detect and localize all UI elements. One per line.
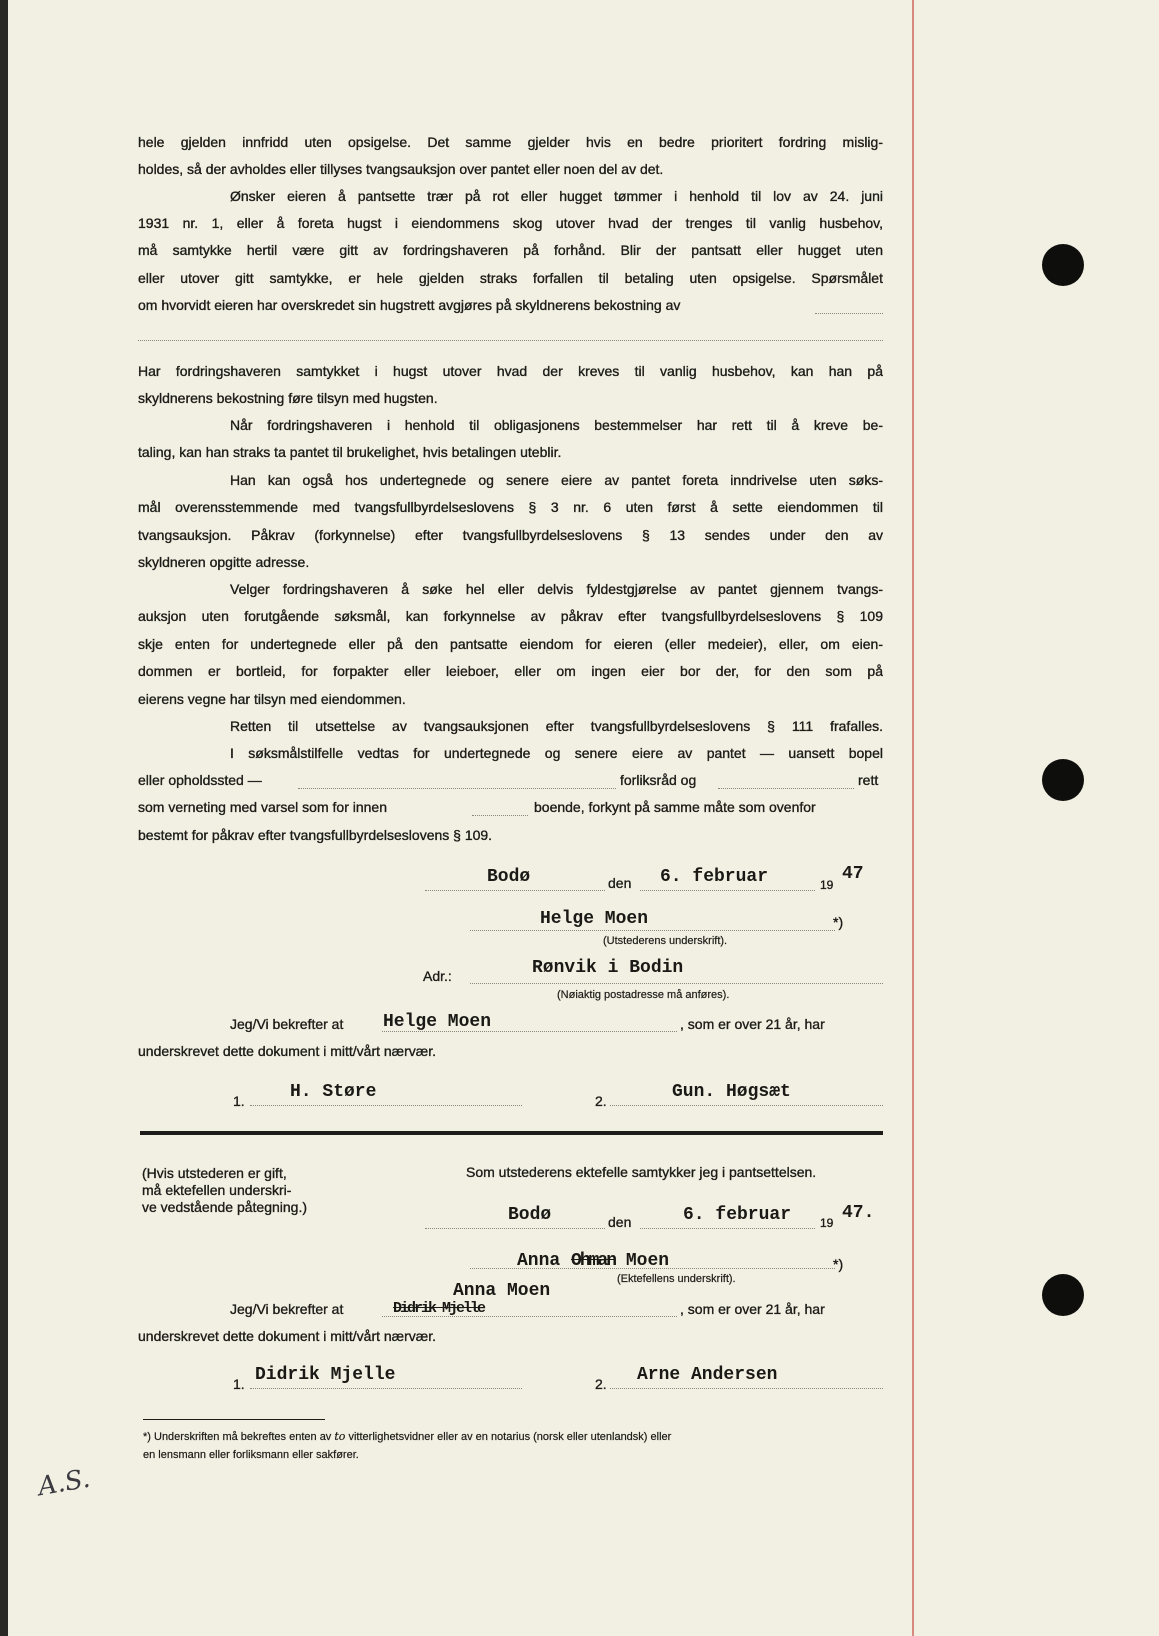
confirm-name: Helge Moen — [383, 1012, 492, 1032]
fill-line — [718, 788, 854, 789]
body-line: eierens vegne har tilsyn med eiendommen. — [138, 691, 406, 707]
signature-caption: (Utstederens underskrift). — [603, 935, 728, 947]
punch-hole — [1042, 759, 1084, 801]
spouse-date: 6. februar — [683, 1205, 792, 1225]
label-den: den — [608, 875, 632, 891]
fill-line — [815, 313, 883, 314]
footnote-rule — [143, 1419, 325, 1420]
sig-last: Moen — [625, 1251, 670, 1271]
body-line: I søksmålstilfelle vedtas for undertegnede og senere eiere av pantet — uansett bopel — [230, 745, 883, 761]
issuer-place: Bodø — [487, 867, 531, 887]
venue-text: eller opholdssted — — [138, 772, 262, 788]
spouse-note-line: må ektefellen underskri- — [142, 1182, 292, 1198]
body-line: auksjon uten forutgående søksmål, kan forkynnelse av påkrav efter tvangsfullbyrdelseslovens § 109 — [138, 608, 883, 624]
fill-line — [640, 890, 815, 891]
year-suffix: 47 — [842, 864, 864, 884]
witness-1: Didrik Mjelle — [255, 1365, 396, 1385]
witness-number: 2. — [595, 1093, 607, 1109]
body-line: skyldneren opgitte adresse. — [138, 554, 310, 570]
fill-line — [472, 815, 528, 816]
issuer-signature: Helge Moen — [540, 909, 649, 929]
body-line: Når fordringshaveren i henhold til obligasjonens bestemmelser har rett til å kreve be- — [230, 417, 883, 433]
issuer-date: 6. februar — [660, 867, 769, 887]
confirm-text: underskrevet dette dokument i mitt/vårt nærvær. — [138, 1043, 437, 1059]
issuer-address: Rønvik i Bodin — [532, 958, 684, 978]
address-caption: (Nøiaktig postadresse må anføres). — [557, 989, 730, 1001]
margin-rule — [912, 0, 914, 1636]
label-den: den — [608, 1214, 632, 1230]
footnote-mark: *) — [833, 914, 844, 930]
body-line: dommen er bortleid, for forpakter eller leieboer, eller om ingen eier bor der, for den som på — [138, 663, 883, 679]
scan-edge — [0, 0, 8, 1636]
margin-initials: A.S. — [35, 1463, 93, 1503]
punch-hole — [1042, 244, 1084, 286]
confirm-text: , som er over 21 år, har — [680, 1301, 825, 1317]
witness-2: Arne Andersen — [637, 1365, 778, 1385]
signature-caption: (Ektefellens underskrift). — [617, 1273, 736, 1285]
footnote-text: *) Underskriften må bekreftes enten av — [143, 1431, 332, 1443]
confirm-text: underskrevet dette dokument i mitt/vårt nærvær. — [138, 1328, 437, 1344]
venue-text: som verneting med varsel som for innen — [138, 799, 387, 815]
fill-line — [250, 1105, 522, 1106]
footnote-line: en lensmann eller forliksmann eller sakfører. — [143, 1449, 359, 1461]
body-line: Han kan også hos undertegnede og senere eiere av pantet foreta inndrivelse uten søks- — [230, 472, 883, 488]
sig-first: Anna — [517, 1251, 561, 1271]
body-line: Ønsker eieren å pantsette trær på rot eller hugget tømmer i henhold til lov av 24. juni — [230, 188, 883, 204]
year-suffix: 47. — [842, 1203, 875, 1223]
spouse-note-line: ve vedstående påtegning.) — [142, 1199, 308, 1215]
fill-line — [298, 788, 616, 789]
body-line: Velger fordringshaveren å søke hel eller delvis fyldestgjørelse av pantet gjennem tvangs- — [230, 581, 883, 597]
body-line: bestemt for påkrav efter tvangsfullbyrdelseslovens § 109. — [138, 827, 493, 843]
fill-line — [640, 1228, 815, 1229]
address-label: Adr.: — [423, 968, 452, 984]
spouse-note — [142, 1165, 307, 1216]
year-prefix: 19 — [820, 878, 834, 892]
fill-line — [470, 930, 835, 931]
fill-line — [610, 1388, 883, 1389]
confirm-text: Jeg/Vi bekrefter at — [230, 1301, 344, 1317]
footnote-text: vitterlighetsvidner eller av en notarius (norsk eller utenlandsk) eller — [348, 1431, 672, 1443]
fill-line — [138, 340, 883, 341]
witness-number: 1. — [233, 1376, 245, 1392]
footnote-handwritten: to — [334, 1430, 346, 1443]
confirm-text: , som er over 21 år, har — [680, 1016, 825, 1032]
body-line: må samtykke hertil være gitt av fordringshaveren på forhånd. Blir der pantsatt eller hugget uten — [138, 242, 883, 258]
confirm-name-correction: Anna Moen — [453, 1281, 551, 1301]
spouse-consent: Som utstederens ektefelle samtykker jeg i pantsettelsen. — [466, 1164, 817, 1180]
confirm-text: Jeg/Vi bekrefter at — [230, 1016, 344, 1032]
body-line: 1931 nr. 1, eller å foreta hugst i eiendommens skog utover hvad der trenges til vanlig husbehov, — [138, 215, 883, 231]
spouse-note-line: (Hvis utstederen er gift, — [142, 1165, 287, 1181]
body-line: taling, kan han straks ta pantet til brukelighet, hvis betalingen uteblir. — [138, 444, 562, 460]
fill-line — [470, 983, 883, 984]
fill-line — [610, 1105, 883, 1106]
witness-number: 2. — [595, 1376, 607, 1392]
witness-1: H. Støre — [290, 1082, 377, 1102]
body-line: holdes, så der avholdes eller tillyses tvangsauksjon over pantet eller noen del av det. — [138, 161, 664, 177]
fill-line — [425, 890, 605, 891]
sig-struck: Ohman — [571, 1251, 616, 1271]
venue-text: forliksråd og — [620, 772, 697, 788]
witness-2: Gun. Høgsæt — [672, 1082, 791, 1102]
witness-number: 1. — [233, 1093, 245, 1109]
section-divider — [140, 1131, 883, 1135]
body-line: skje enten for undertegnede eller på den pantsatte eiendom for eieren (eller medeier), eller, om eien- — [138, 636, 883, 652]
confirm-name-struck: Didrik Mjelle — [393, 1300, 485, 1317]
body-line: eller utover gitt samtykke, er hele gjelden straks forfallen til betaling uten opsigelse. Spørsmålet — [138, 270, 883, 286]
footnote-mark: *) — [833, 1256, 844, 1272]
spouse-place: Bodø — [508, 1205, 552, 1225]
venue-text: rett — [858, 772, 879, 788]
body-line: mål overensstemmende med tvangsfullbyrdelseslovens § 3 nr. 6 uten først å sette eiendommen til — [138, 499, 883, 515]
body-line: skyldnerens bekostning føre tilsyn med hugsten. — [138, 390, 438, 406]
spouse-signature — [517, 1251, 669, 1271]
year-prefix: 19 — [820, 1216, 834, 1230]
body-line: Retten til utsettelse av tvangsauksjonen efter tvangsfullbyrdelseslovens § 111 frafalles. — [230, 718, 883, 734]
body-line: tvangsauksjon. Påkrav (forkynnelse) efter tvangsfullbyrdelseslovens § 13 sendes under den av — [138, 527, 883, 543]
punch-hole — [1042, 1274, 1084, 1316]
fill-line — [425, 1228, 605, 1229]
body-line: Har fordringshaveren samtykket i hugst utover hvad der kreves til vanlig husbehov, kan han på — [138, 363, 883, 379]
fill-line — [250, 1388, 522, 1389]
footnote-line — [143, 1430, 671, 1444]
venue-text: boende, forkynt på samme måte som ovenfor — [534, 799, 816, 815]
body-line: hele gjelden innfridd uten opsigelse. Det samme gjelder hvis en bedre prioritert fordring mislig- — [138, 134, 883, 150]
body-line: om hvorvidt eieren har overskredet sin hugstrett avgjøres på skyldnerens bekostning av — [138, 297, 681, 313]
